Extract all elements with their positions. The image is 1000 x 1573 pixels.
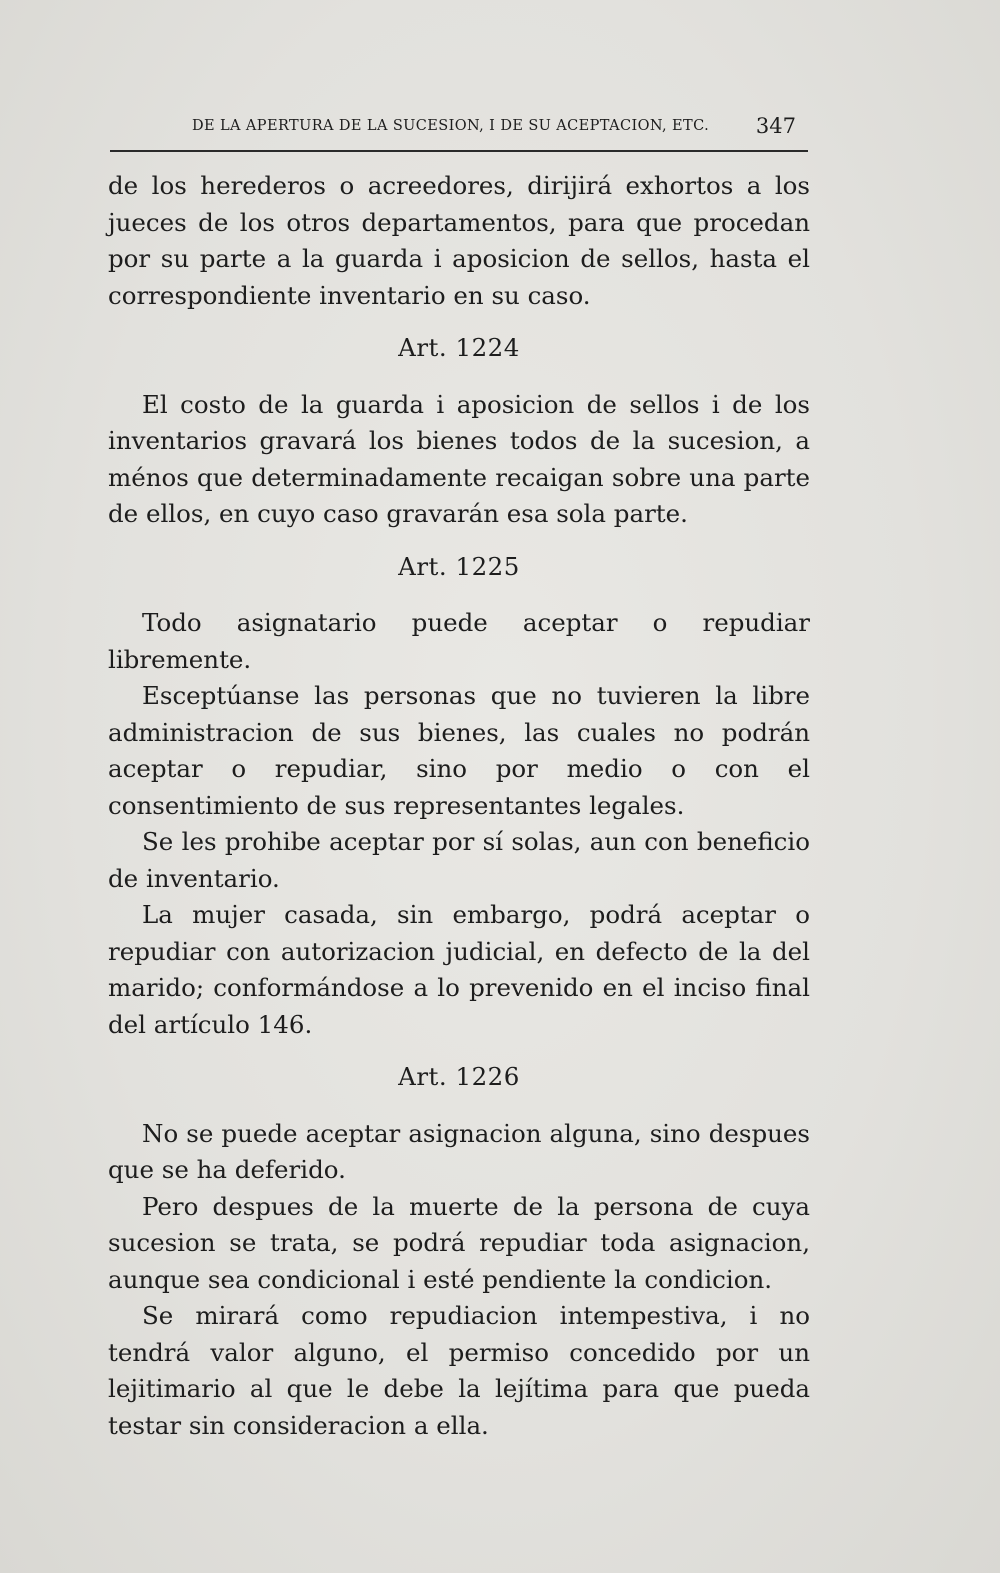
page-number: 347 xyxy=(755,114,796,138)
header-rule xyxy=(110,150,808,152)
page-header xyxy=(110,114,808,142)
article-heading-1226: Art. 1226 xyxy=(398,1062,520,1091)
article-heading-1224: Art. 1224 xyxy=(398,333,520,362)
article-1225-paragraph-3: Se les prohibe aceptar por sí solas, aun con beneficio de inventario. xyxy=(108,827,810,893)
article-1225-paragraph-1: Todo asignatario puede aceptar o repudiar libremente. xyxy=(108,608,810,674)
article-heading-1225: Art. 1225 xyxy=(398,551,520,581)
article-1226-paragraph-3: Se mirará como repudiacion intempestiva, i no tendrá valor alguno, el permiso concedido por un lejitimario al que le debe la lejítima para que pueda testar sin consideracion a ella. xyxy=(108,1301,810,1440)
continuation-paragraph: de los herederos o acreedores, dirijirá exhortos a los jueces de los otros departamentos, para que procedan por su parte a la guarda i aposicion de sellos, hasta el correspondiente inventario en su caso. xyxy=(108,171,810,310)
article-1226-paragraph-1: No se puede aceptar asignacion alguna, sino despues que se ha deferido. xyxy=(108,1118,810,1184)
article-1226-paragraph-2: Pero despues de la muerte de la persona de cuya sucesion se trata, se podrá repudiar toda asignacion, aunque sea condicional i esté pendiente la condicion. xyxy=(108,1191,810,1294)
article-1224-paragraph-1: El costo de la guarda i aposicion de sellos i de los inventarios gravará los bienes todos de la sucesion, a ménos que determinadamente recaigan sobre una parte de ellos, en cuyo caso gravarán esa sola parte. xyxy=(108,389,810,528)
running-title: DE LA APERTURA DE LA SUCESION, I DE SU ACEPTACION, ETC. xyxy=(192,118,710,134)
article-1225-paragraph-4: La mujer casada, sin embargo, podrá aceptar o repudiar con autorizacion judicial, en defecto de la del marido; conformándose a lo prevenido en el inciso final del artículo 146. xyxy=(108,900,810,1039)
article-1225-paragraph-2: Esceptúanse las personas que no tuvieren la libre administracion de sus bienes, las cuales no podrán aceptar o repudiar, sino por medio o con el consentimiento de sus representantes legales. xyxy=(108,681,810,820)
page-body xyxy=(108,168,810,1444)
